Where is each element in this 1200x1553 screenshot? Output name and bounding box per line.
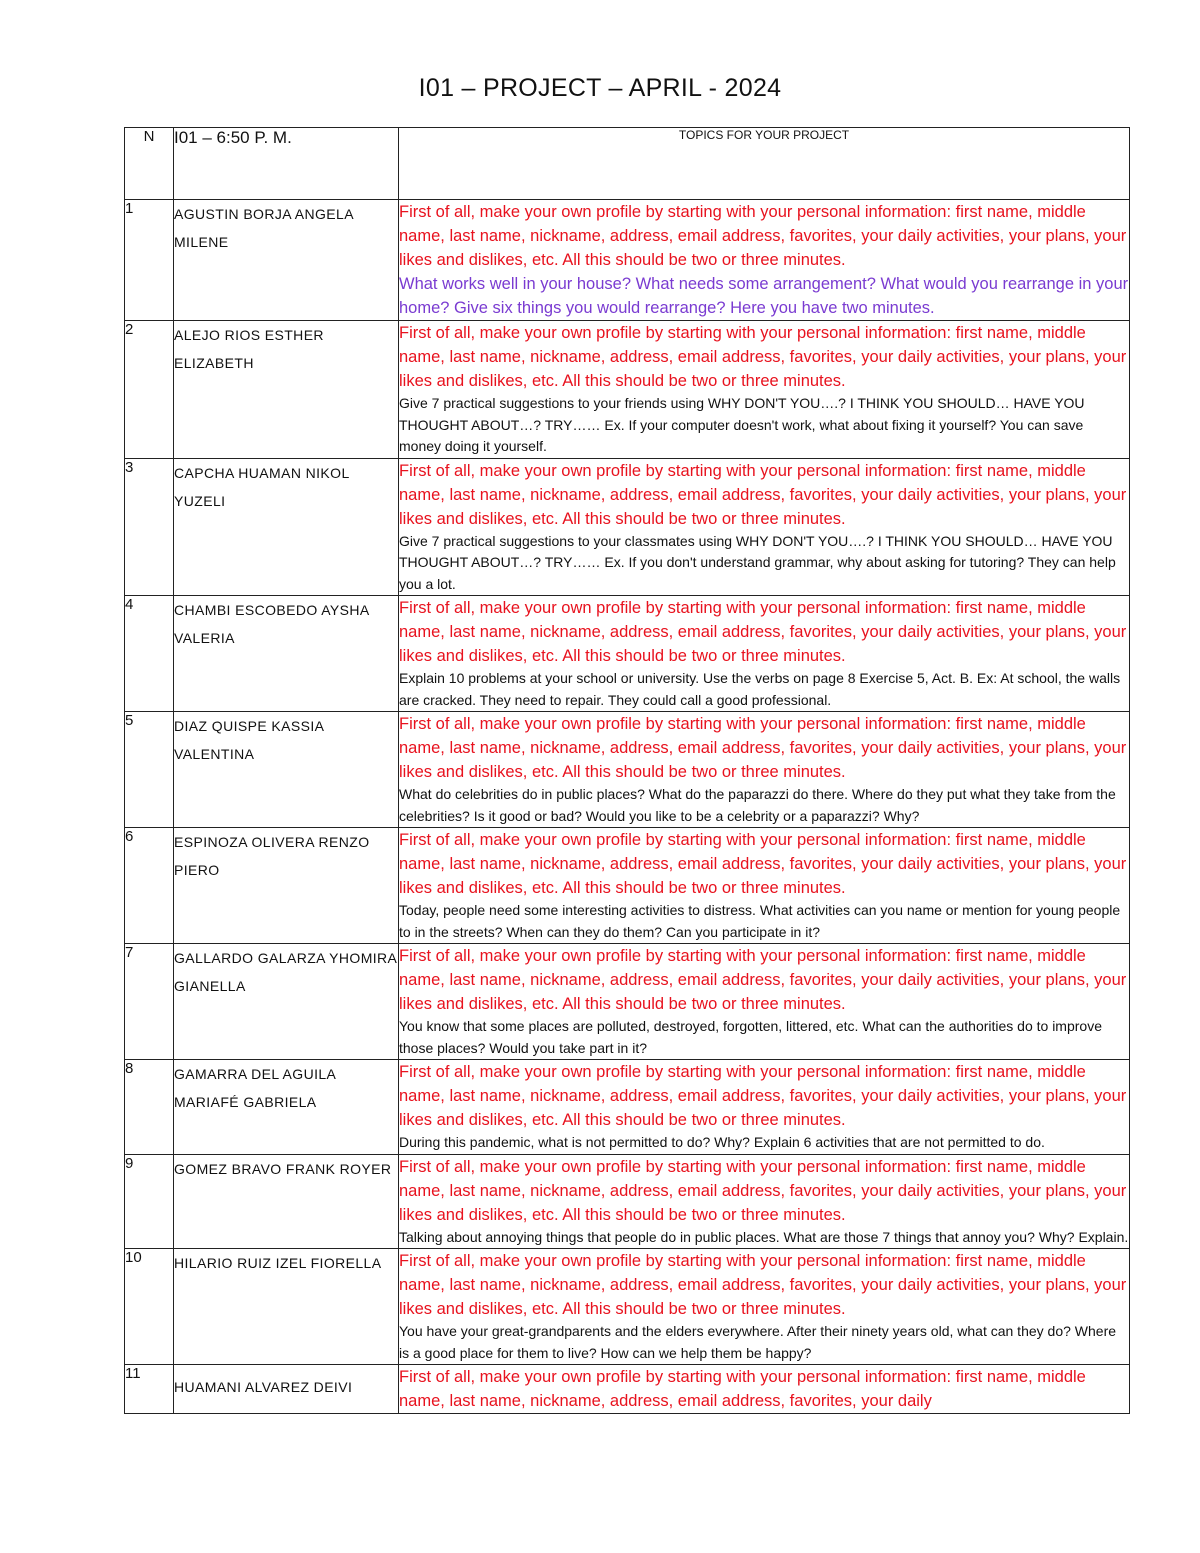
header-number: N (125, 128, 174, 200)
topic-cell (399, 458, 1130, 596)
page-title: I01 – PROJECT – APRIL - 2024 (418, 74, 782, 102)
topic-cell (399, 1365, 1130, 1414)
row-number: 10 (125, 1249, 174, 1365)
topic-cell (399, 321, 1130, 459)
table-row (125, 321, 1130, 459)
topic-text: Today, people need some interesting activities to distress. What activities can you name or mention for young people to in the streets? When can they do them? Can you participate in it? (399, 902, 1121, 940)
topic-cell (399, 1154, 1130, 1249)
topic-text: Explain 10 problems at your school or university. Use the verbs on page 8 Exercise 5, Act. B. Ex: At school, the walls are cracked. They need to repair. They could call a good professional. (399, 670, 1121, 708)
row-number: 1 (125, 200, 174, 321)
topic-text: What works well in your house? What needs some arrangement? What would you rearrange in your home? Give six things you would rearrange? Here you have two minutes. (399, 275, 1129, 317)
topic-text: During this pandemic, what is not permitted to do? Why? Explain 6 activities that are not permitted to do. (399, 1134, 1045, 1150)
table-body (125, 200, 1130, 1414)
topic-cell (399, 1249, 1130, 1365)
student-name: ALEJO RIOS ESTHER ELIZABETH (174, 321, 399, 459)
table-row (125, 1154, 1130, 1249)
topic-text: Talking about annoying things that people do in public places. What are those 7 things that annoy you? Why? Explain. (399, 1228, 1129, 1245)
table-row (125, 1365, 1130, 1414)
profile-instructions: First of all, make your own profile by starting with your personal information: first name, middle name, last name, nickname, address, email address, favorites, your daily activities, your plans, your likes and dislikes, etc. All this should be two or three minutes. (399, 461, 1127, 528)
row-number: 6 (125, 828, 174, 944)
profile-instructions: First of all, make your own profile by starting with your personal information: first name, middle name, last name, nickname, address, email address, favorites, your daily activities, your plans, your likes and dislikes, etc. All this should be two or three minutes. (399, 1063, 1127, 1129)
student-name: DIAZ QUISPE KASSIA VALENTINA (174, 712, 399, 828)
profile-instructions: First of all, make your own profile by starting with your personal information: first name, middle name, last name, nickname, address, email address, favorites, your daily activities, your plans, your likes and dislikes, etc. All this should be two or three minutes. (399, 1157, 1127, 1224)
row-number: 5 (125, 712, 174, 828)
student-name: CHAMBI ESCOBEDO AYSHA VALERIA (174, 596, 399, 712)
topic-cell (399, 712, 1130, 828)
topic-text: Give 7 practical suggestions to your friends using WHY DON'T YOU….? I THINK YOU SHOULD… HAVE YOU THOUGHT ABOUT…? TRY…… Ex. If your computer doesn't work, what about fixing it yourself? You can save money doing it yourself. (399, 395, 1085, 454)
profile-instructions: First of all, make your own profile by starting with your personal information: first name, middle name, last name, nickname, address, email address, favorites, your daily activities, your plans, your likes and dislikes, etc. All this should be two or three minutes. (399, 715, 1127, 781)
topic-cell (399, 828, 1130, 944)
profile-instructions: First of all, make your own profile by starting with your personal information: first name, middle name, last name, nickname, address, email address, favorites, your daily activities, your plans, your likes and dislikes, etc. All this should be two or three minutes. (399, 1252, 1127, 1318)
topic-text: You know that some places are polluted, destroyed, forgotten, littered, etc. What can the authorities do to improve those places? Would you take part in it? (399, 1018, 1102, 1056)
profile-instructions: First of all, make your own profile by starting with your personal information: first name, middle name, last name, nickname, address, email address, favorites, your daily activities, your plans, your likes and dislikes, etc. All this should be two or three minutes. (399, 831, 1127, 897)
table-row (125, 458, 1130, 596)
table-row (125, 200, 1130, 321)
student-name: GAMARRA DEL AGUILA MARIAFÉ GABRIELA (174, 1060, 399, 1155)
header-class: I01 – 6:50 P. M. (174, 128, 399, 200)
student-name: CAPCHA HUAMAN NIKOL YUZELI (174, 458, 399, 596)
row-number: 4 (125, 596, 174, 712)
project-table (124, 127, 1130, 1414)
topic-cell (399, 596, 1130, 712)
profile-instructions: First of all, make your own profile by starting with your personal information: first name, middle name, last name, nickname, address, email address, favorites, your daily activities, your plans, your likes and dislikes, etc. All this should be two or three minutes. (399, 203, 1127, 269)
student-name: GOMEZ BRAVO FRANK ROYER (174, 1154, 399, 1249)
table-header-row (125, 128, 1130, 200)
table-row (125, 712, 1130, 828)
row-number: 9 (125, 1154, 174, 1249)
topic-text: What do celebrities do in public places? What do the paparazzi do there. Where do they put what they take from the celebrities? Is it good or bad? Would you like to be a celebrity or a paparazzi? Why? (399, 786, 1116, 824)
row-number: 3 (125, 458, 174, 596)
profile-instructions: First of all, make your own profile by starting with your personal information: first name, middle name, last name, nickname, address, email address, favorites, your daily (399, 1368, 1086, 1410)
table-row (125, 596, 1130, 712)
topic-cell (399, 944, 1130, 1060)
profile-instructions: First of all, make your own profile by starting with your personal information: first name, middle name, last name, nickname, address, email address, favorites, your daily activities, your plans, your likes and dislikes, etc. All this should be two or three minutes. (399, 324, 1127, 390)
topic-text: You have your great-grandparents and the elders everywhere. After their ninety years old, what can they do? Where is a good place for them to live? How can we help them be happy? (399, 1323, 1117, 1361)
row-number: 8 (125, 1060, 174, 1155)
profile-instructions: First of all, make your own profile by starting with your personal information: first name, middle name, last name, nickname, address, email address, favorites, your daily activities, your plans, your likes and dislikes, etc. All this should be two or three minutes. (399, 599, 1127, 665)
table-row (125, 828, 1130, 944)
topic-cell (399, 1060, 1130, 1155)
profile-instructions: First of all, make your own profile by starting with your personal information: first name, middle name, last name, nickname, address, email address, favorites, your daily activities, your plans, your likes and dislikes, etc. All this should be two or three minutes. (399, 947, 1127, 1013)
row-number: 11 (125, 1365, 174, 1414)
row-number: 7 (125, 944, 174, 1060)
student-name: HILARIO RUIZ IZEL FIORELLA (174, 1249, 399, 1365)
topic-cell (399, 200, 1130, 321)
table-row (125, 1249, 1130, 1365)
table-row (125, 944, 1130, 1060)
topic-text: Give 7 practical suggestions to your classmates using WHY DON'T YOU….? I THINK YOU SHOULD… HAVE YOU THOUGHT ABOUT…? TRY…… Ex. If you don't understand grammar, why about asking for tutoring? They can help you a lot. (399, 532, 1116, 592)
header-topics: TOPICS FOR YOUR PROJECT (399, 128, 1130, 200)
student-name: AGUSTIN BORJA ANGELA MILENE (174, 200, 399, 321)
student-name: HUAMANI ALVAREZ DEIVI (174, 1365, 399, 1414)
row-number: 2 (125, 321, 174, 459)
table-row (125, 1060, 1130, 1155)
student-name: GALLARDO GALARZA YHOMIRA GIANELLA (174, 944, 399, 1060)
student-name: ESPINOZA OLIVERA RENZO PIERO (174, 828, 399, 944)
